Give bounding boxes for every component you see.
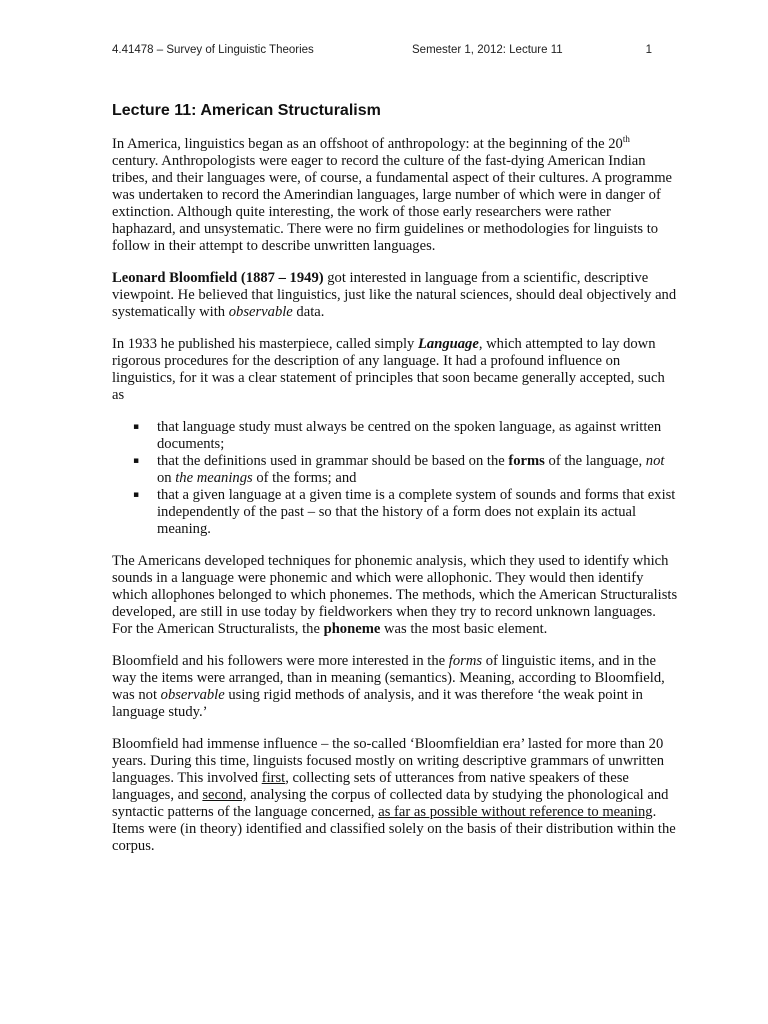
list-item xyxy=(112,419,678,453)
first-underlined: first xyxy=(261,770,286,786)
lecture-title: Lecture 11: American Structuralism xyxy=(112,102,381,119)
intro-text-b: century. Anthropologists were eager to record the culture of the fast-dying American Indian tribes, and their languages were, of course, a fundamental aspect of their cultures. A programme was undertaken to record the Amerindian languages, large number of which were in danger of extinction. Although quite interesting, the work of those early researchers were rather haphazard, and unsystematic. There were no firm guidelines or methodologies for linguists to follow in their attempt to describe unwritten languages. xyxy=(112,153,673,254)
phonemic-text-b: was the most basic element. xyxy=(380,621,548,637)
intro-superscript: th xyxy=(622,134,630,145)
square-bullet-icon: ▪ xyxy=(133,490,140,500)
principles-list xyxy=(112,419,678,538)
phoneme-emphasis: phoneme xyxy=(323,621,381,637)
forms-text-a: Bloomfield and his followers were more interested in the xyxy=(112,653,449,669)
influence-text-c: analysing the corpus of collected data by studying the phonological and syntactic patterns of the language concerned, xyxy=(112,787,669,820)
bullet-text-d: of the forms; and xyxy=(252,470,357,486)
intro-text-a: In America, linguistics began as an offshoot of anthropology: at the beginning of the 20 xyxy=(112,136,623,152)
forms-italic: forms xyxy=(448,653,483,669)
forms-text-c: using rigid methods of analysis, and it was therefore ‘the weak point in language study.’ xyxy=(112,687,643,720)
paragraph-phonemic xyxy=(112,553,678,638)
bullet-text-a: that the definitions used in grammar should be based on the xyxy=(157,453,509,469)
page-header xyxy=(112,44,652,62)
bullet-text-c: on xyxy=(157,470,176,486)
phonemic-text-a: The Americans developed techniques for phonemic analysis, which they used to identify which sounds in a language were phonemic and which were allophonic. They would then identify which allophones belonged to which phonemes. The methods, which the American Structuralists developed, are still in use today by fieldworkers when they try to record unknown languages. For the American Structuralists, the xyxy=(112,553,678,637)
influence-text-d: . Items were (in theory) identified and classified solely on the basis of their distribution within the corpus. xyxy=(112,804,676,854)
meaning-underlined: as far as possible without reference to meaning xyxy=(378,804,653,820)
forms-text-b: of linguistic items, and in the way the items were arranged, than in meaning (semantics). Meaning, according to Bloomfield, was not xyxy=(112,653,665,703)
paragraph-bloomfield xyxy=(112,270,678,321)
influence-text-a: Bloomfield had immense influence – the so-called ‘Bloomfieldian era’ lasted for more than 20 years. During this time, linguists focused mostly on writing descriptive grammars of unwritten languages. This involved xyxy=(112,736,665,786)
meanings-emphasis: the meanings xyxy=(175,470,253,486)
list-item xyxy=(112,487,678,538)
bloomfield-text-b: data. xyxy=(292,304,325,320)
header-semester: Semester 1, 2012: Lecture 11 xyxy=(412,44,563,56)
bullet-text: that language study must always be centred on the spoken language, as against written documents; xyxy=(157,419,662,452)
paragraph-influence xyxy=(112,736,678,855)
bloomfield-text-a: got interested in language from a scientific, descriptive viewpoint. He believed that linguistics, just like the natural sciences, should deal objectively and systematically with xyxy=(112,270,677,320)
header-course: 4.41478 – Survey of Linguistic Theories xyxy=(112,44,314,56)
book-text-b: , which attempted to lay down rigorous procedures for the description of any language. It had a profound influence on linguistics, for it was a clear statement of principles that soon became generally accepted, such as xyxy=(112,336,665,403)
document-body xyxy=(112,136,678,870)
square-bullet-icon: ▪ xyxy=(133,456,140,466)
book-text-a: In 1933 he published his masterpiece, called simply xyxy=(112,336,418,352)
bullet-text: that a given language at a given time is a complete system of sounds and forms that exist independently of the past – so that the history of a form does not explain its actual meaning. xyxy=(157,487,676,537)
list-item xyxy=(112,453,678,487)
forms-emphasis: forms xyxy=(508,453,545,469)
influence-text-b: , collecting sets of utterances from native speakers of these languages, and xyxy=(112,770,629,803)
not-emphasis: not xyxy=(645,453,665,469)
square-bullet-icon: ▪ xyxy=(133,422,140,432)
observable-emphasis: observable xyxy=(228,304,293,320)
paragraph-forms xyxy=(112,653,678,721)
observable-italic: observable xyxy=(160,687,225,703)
paragraph-intro xyxy=(112,136,678,255)
second-underlined: second, xyxy=(202,787,247,803)
book-title: Language xyxy=(418,336,479,352)
bullet-text-b: of the language, xyxy=(544,453,646,469)
bloomfield-name: Leonard Bloomfield (1887 – 1949) xyxy=(112,270,324,286)
paragraph-language-book xyxy=(112,336,678,404)
header-page-number: 1 xyxy=(645,44,652,56)
